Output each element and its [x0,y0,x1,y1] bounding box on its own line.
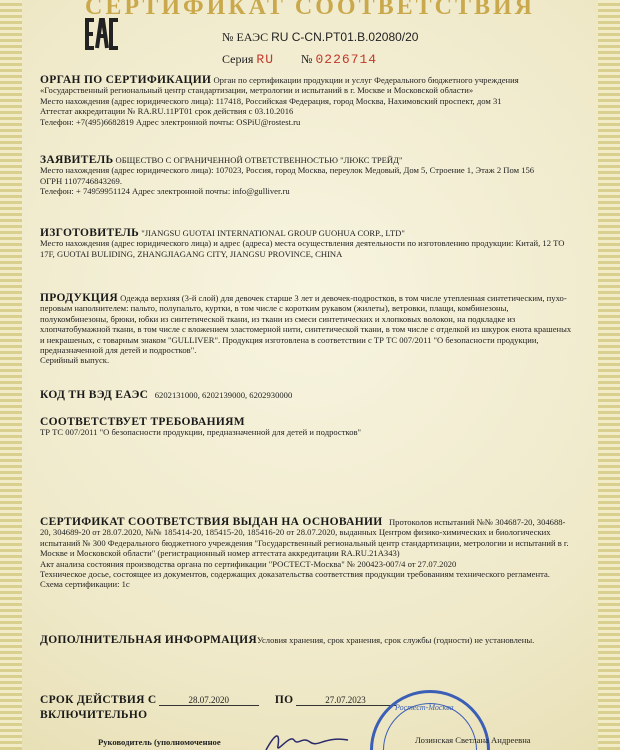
additional-section: ДОПОЛНИТЕЛЬНАЯ ИНФОРМАЦИЯУсловия хранения, срок хранения, срок службы (годности) не установлены. [40,634,535,646]
valid-from-date: 28.07.2020 [159,695,259,706]
product-section: ПРОДУКЦИЯ Одежда верхняя (3-й слой) для девочек старше 3 лет и девочек-подростков, в том числе утепленная синтетическим, пухо-перовым наполнителем: пальто, полупальто, куртки, в том числе с коротким рукавом (жилеты), ветровки, плащи, комбинезоны, полукомбинезоны, брюки, юбки из синтетической ткани, из ткани из смеси синтетических и хлопковых волокон, на подкладке из хлопчатобумажной ткани, в том числе с вложением эластомерной нити, синтетической ткани, в том числе с отделкой из шкурок енота крашеных и некрашеных, с товарным знаком "GULLIVER". Продукция изготовлена в соответствии с ТР ТС 007/2011 "О безопасности продукции, предназначенной для детей и подростков". Серийный выпуск. [40,292,572,366]
head-label: Руководитель (уполномоченное [98,737,221,747]
validity-section: СРОК ДЕЙСТВИЯ С 28.07.2020 ПО 27.07.2023 ВКЛЮЧИТЕЛЬНО [40,695,574,721]
organ-section: ОРГАН ПО СЕРТИФИКАЦИИ Орган по сертификации продукции и услуг Федерального бюджетного учреждения «Государственный региональный центр стандартизации, метрологии и испытаний в г. Москве и Московской области» Место нахождения (адрес юридического лица): 117418, Российская Федерация, город Москва, Нахимовский проспект, дом 31 Аттестат аккредитации № RA.RU.11PT01 срок действия с 03.10.2016 Телефон: +7(495)6682819 Адрес электронной почты: OSPiU@rostest.ru [40,74,519,127]
code-section: КОД ТН ВЭД ЕАЭС 6202131000, 6202139000, 6202930000 [40,389,293,401]
certificate-number: № ЕАЭС RU C-CN.PT01.B.02080/20 [222,30,419,44]
applicant-section: ЗАЯВИТЕЛЬ ОБЩЕСТВО С ОГРАНИЧЕННОЙ ОТВЕТСТВЕННОСТЬЮ "ЛЮКС ТРЕЙД" Место нахождения (адрес юридического лица): 107023, Россия, город Москва, переулок Медовый, Дом 5, Строение 1, Этаж 2 Пом 156 ОГРН 1107746843269. Телефон: + 74959951124 Адрес электронной почты: info@gulliver.ru [40,154,535,197]
certificate-title: СЕРТИФИКАТ СООТВЕТСТВИЯ [85,0,535,20]
certificate-series: Серия RU № 0226714 [222,52,378,67]
right-ornament-border [598,0,620,750]
basis-section: СЕРТИФИКАТ СООТВЕТСТВИЯ ВЫДАН НА ОСНОВАНИИ Протоколов испытаний №№ 304687-20, 304688-20, 304689-20 от 28.07.2020, №№ 185414-20, 185415-20, 185416-20 от 28.07.2020, выданных Центром физико-химических и биологических испытаний № 300 Федерального бюджетного учреждения "Государственный региональный центр стандартизации, метрологии и испытаний в г. Москве и Московской области" (регистрационный номер аттестата аккредитации RA.RU.21AЗ43) Акт анализа состояния производства органа по сертификации "РОСТЕСТ-Москва" № 200423-007/4 от 27.07.2020 Техническое досье, состоящее из документов, содержащих доказательства соответствия продукции требованиям технического регламента. Схема сертификации: 1с [40,516,569,590]
stamp-text: Ростест-Москва [395,703,454,712]
left-ornament-border [0,0,22,750]
signature-icon [262,730,352,750]
valid-to-date: 27.07.2023 [296,695,396,706]
manufacturer-section: ИЗГОТОВИТЕЛЬ "JIANGSU GUOTAI INTERNATIONAL GROUP GUOHUA CORP., LTD" Место нахождения (адрес юридического лица) и адрес (адреса) места осуществления деятельности по изготовлению продукции: Китай, 12 TO 17F, GUOTAI BULIDING, ZHANGJIAGANG CITY, JIANGSU PROVINCE, CHINA [40,227,565,259]
eac-logo-icon [84,14,120,54]
signer-name: Лозинская Светлана Андреевна [415,735,531,745]
requirements-section: СООТВЕТСТВУЕТ ТРЕБОВАНИЯМ ТР ТС 007/2011 "О безопасности продукции, предназначенной для детей и подростков" [40,416,362,438]
